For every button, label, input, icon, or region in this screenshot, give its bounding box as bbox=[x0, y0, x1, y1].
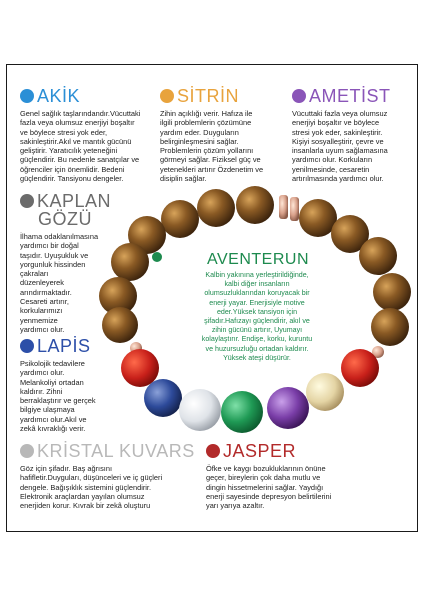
akik-text: Genel sağlık taşlarındandır.Vücuttaki fazla veya olumsuz enerjiyi boşaltır ve böylece stresi yok eder, sakinleştirir.Akıl ve mantık gücünü geliştirir. Yaratıcılık yeteneğini güçlendirir. Bu nedenle sanatçılar ve öğrenciler için önemlidir. Bedeni güçlendirir. Tansiyonu dengeler. bbox=[20, 109, 141, 184]
sitrin-dot-icon bbox=[160, 89, 174, 103]
lapis-title: LAPİS bbox=[37, 336, 91, 356]
kristal-text: Göz için şifadır. Baş ağrısını hafifletir.Duyguları, düşünceleri ve iç güçleri dengele. Bağışıklık sistemini güçlendirir. Elektronik araçlardan yayılan olumsuz enerjiden korur. Kıvrak bir zekâ oluşturu bbox=[20, 464, 163, 511]
ametist-title: AMETİST bbox=[309, 86, 391, 106]
aventurin-text: Kalbin yakınına yerleştirildiğinde, kalbi diğer insanların olumsuzluklarından koruyacak bir enerji yayar. Enerjisiyle motive eder.Yüksek tansiyon için şifadır.Hafızayı güçlendirir, akıl ve zihin gücünü artırır, Uyumayı kolaylaştırır. Endişe, korku, kuruntu ve huzursuzluğu ortadan kaldırır. Yüksek ateşi düşürür. bbox=[201, 271, 313, 362]
ametist-text: Vücuttaki fazla veya olumsuz enerjiyi boşaltır ve böylece stresi yok eder, sakinleştirir. Kişiyi sosyalleştirir, çevre ve insanlarla uyum sağlamasına yardımcı olur. Korkuların yenilmesinde, cesaretin artırılmasında yardımcı olur. bbox=[292, 109, 388, 184]
aventurin-title: AVENTERUN bbox=[207, 251, 309, 268]
kaplan-title-line2: GÖZÜ bbox=[38, 209, 92, 229]
lapis-text: Psikolojik tedavilere yardımcı olur. Melankoliyi ortadan kaldırır. Zihni berraklaştırır ve gerçek bilgiye ulaşmaya yardımcı olur.Akıl ve zekâ kıvraklığı verir. bbox=[20, 359, 96, 434]
section-kristal-kuvars bbox=[20, 442, 200, 510]
kaplan-title-line1: KAPLAN bbox=[37, 191, 112, 211]
kaplan-text: İlhama odaklanılmasına yardımcı bir doğal taşıdır. Uyuşukluk ve yorgunluk hissinden çakraları düzenleyerek arındırmaktadır. Cesareti artırır, korkularımızı yenmemize yardımcı olur. bbox=[20, 232, 99, 334]
sitrin-title: SİTRİN bbox=[177, 86, 240, 106]
aventurin-marker bbox=[152, 252, 162, 262]
kristal-title: KRİSTAL KUVARS bbox=[37, 441, 195, 461]
kristal-dot-icon bbox=[20, 444, 34, 458]
jasper-text: Öfke ve kaygı bozukluklarının önüne geçer, bireylerin çok daha mutlu ve dingin hissetmelerini sağlar. Yaydığı enerji sayesinde depresyon belirtilerini yarı yarıya azaltır. bbox=[206, 464, 332, 511]
jasper-dot-icon bbox=[206, 444, 220, 458]
jasper-title: JASPER bbox=[223, 441, 297, 461]
section-sitrin bbox=[160, 87, 300, 183]
section-jasper bbox=[206, 442, 406, 510]
sitrin-text: Zihin açıklığı verir. Hafıza ile ilgili problemlerin çözümüne yardım eder. Duyguların belirginleşmesini sağlar. Problemlerin çözüm yollarını görmeyi sağlar. Fiziksel güç ve yetenekleri artırır Özdenetim ve disiplin sağlar. bbox=[160, 109, 264, 184]
kaplan-dot-icon bbox=[20, 194, 34, 208]
section-kaplan-gozu bbox=[20, 192, 130, 334]
section-lapis bbox=[20, 337, 132, 433]
akik-dot-icon bbox=[20, 89, 34, 103]
ametist-dot-icon bbox=[292, 89, 306, 103]
section-ametist bbox=[292, 87, 418, 183]
lapis-dot-icon bbox=[20, 339, 34, 353]
akik-title: AKİK bbox=[37, 86, 81, 106]
